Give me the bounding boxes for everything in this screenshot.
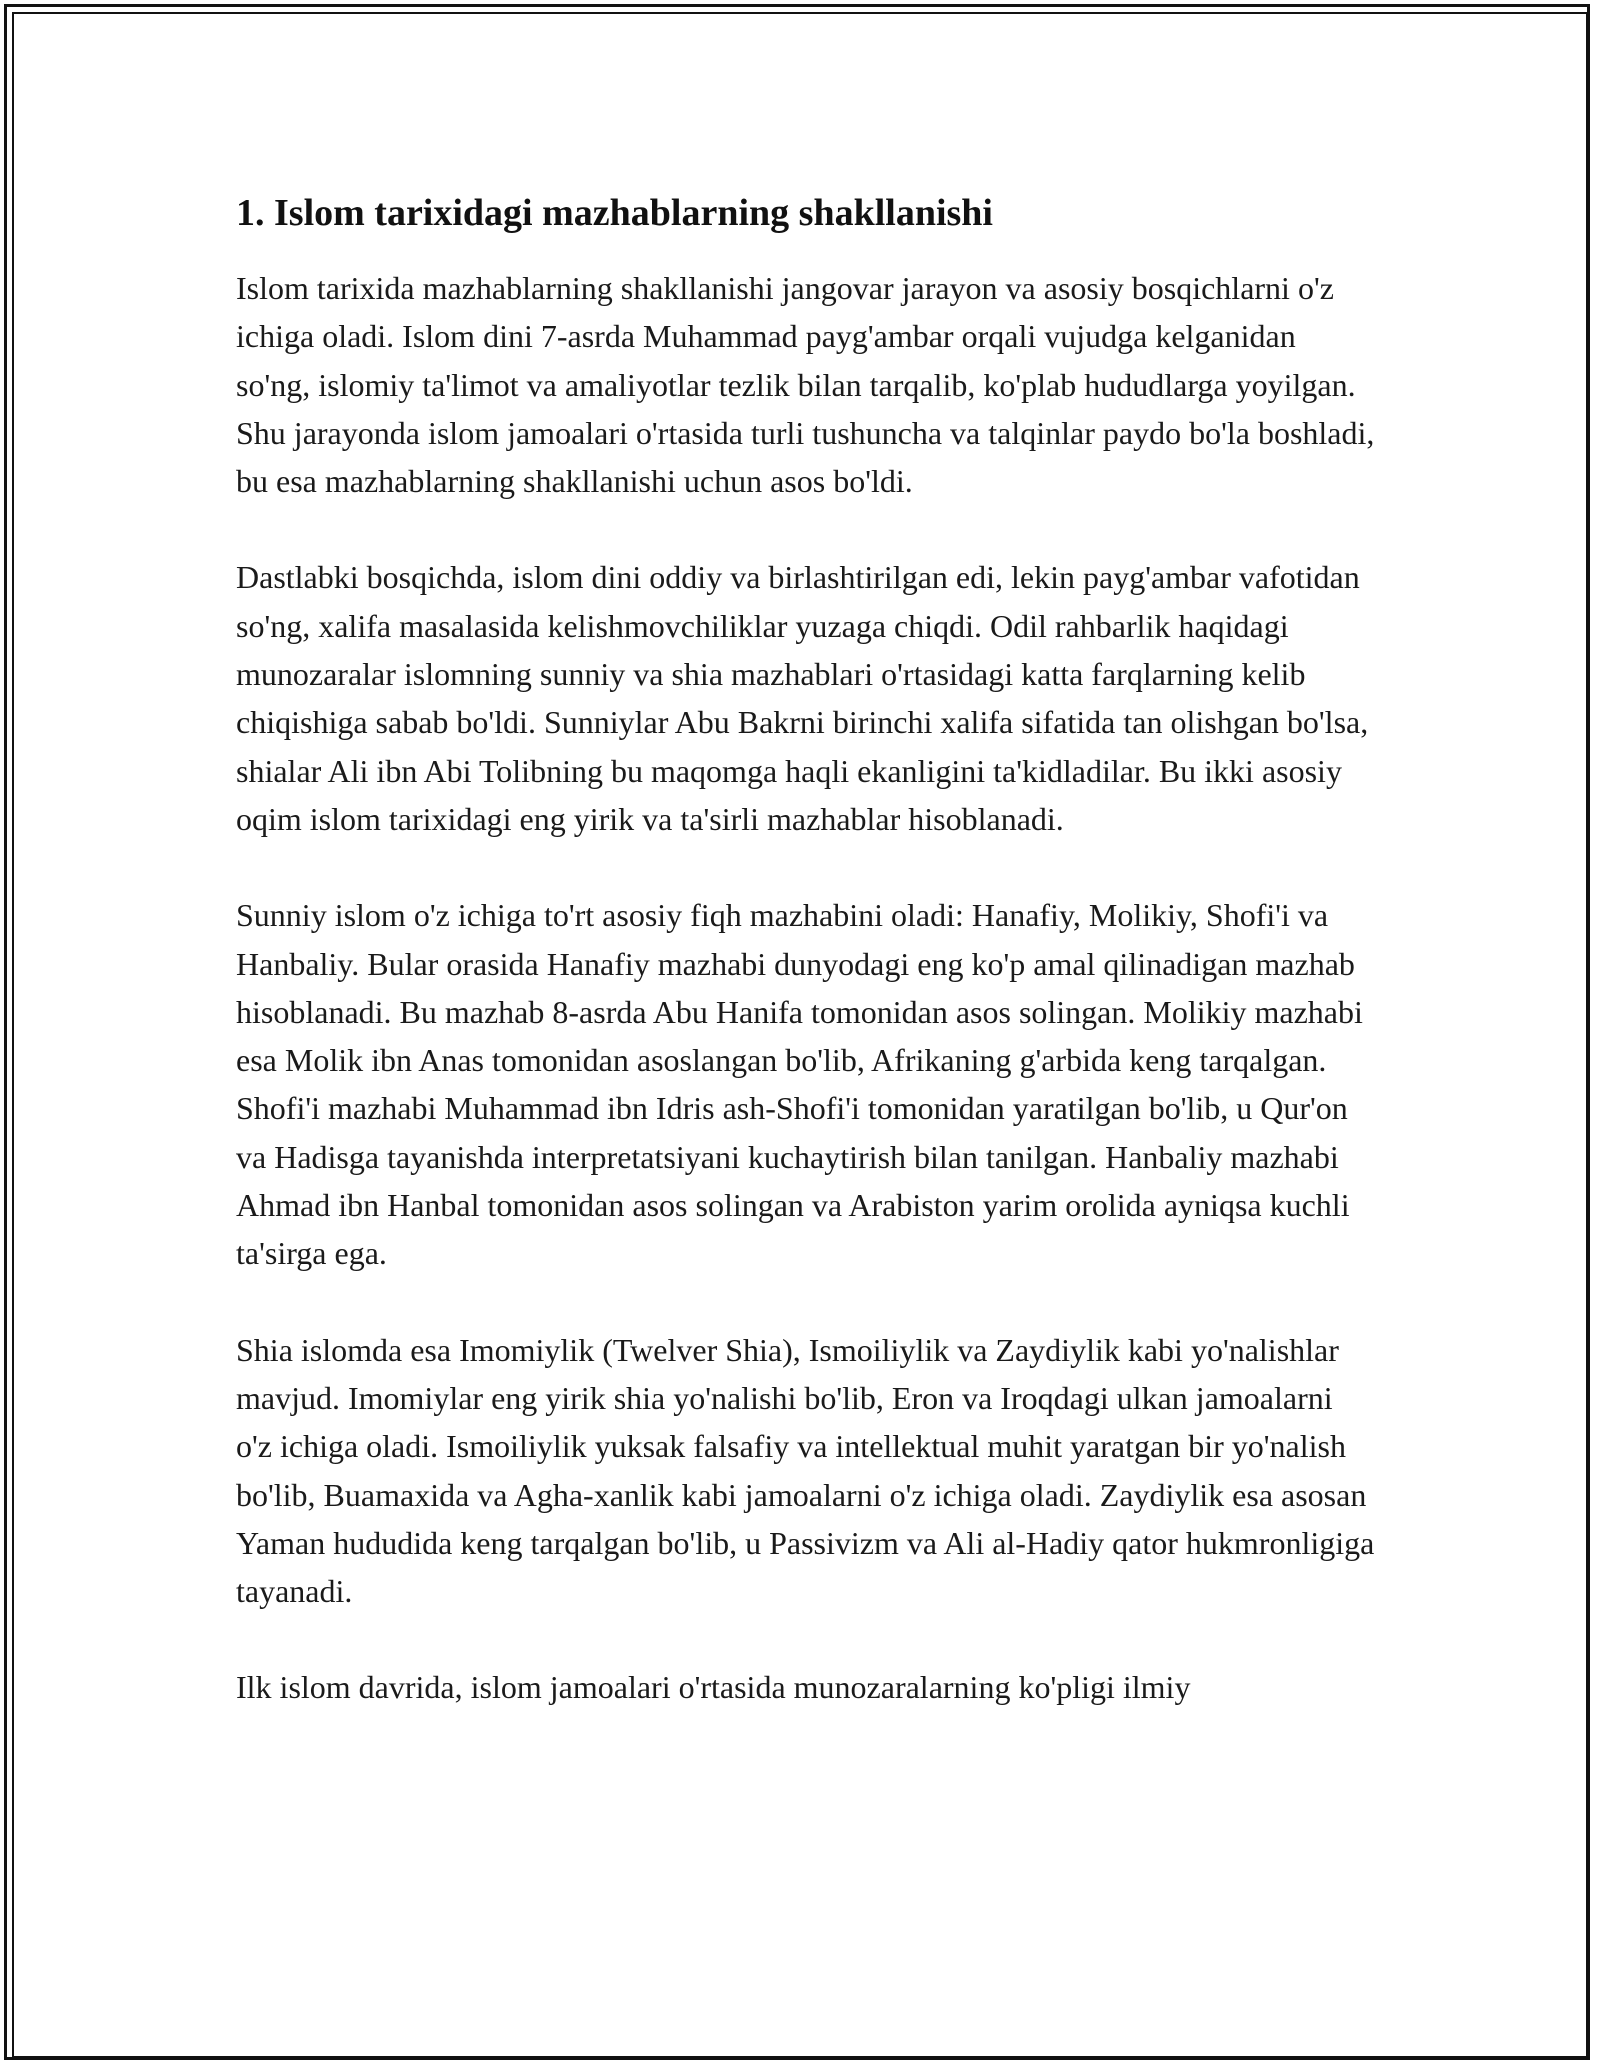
paragraph-3: Sunniy islom o'z ichiga to'rt asosiy fiqh mazhabini oladi: Hanafiy, Molikiy, Shofi'i va Hanbaliy. Bular orasida Hanafiy mazhabi dunyodagi eng ko'p amal qilinadigan mazhab hisoblanadi. Bu mazhab 8-asrda Abu Hanifa tomonidan asos solingan. Molikiy mazhabi esa Molik ibn Anas tomonidan asoslangan bo'lib, Afrikaning g'arbida keng tarqalgan. Shofi'i mazhabi Muhammad ibn Idris ash-Shofi'i tomonidan yaratilgan bo'lib, u Qur'on va Hadisga tayanishda interpretatsiyani kuchaytirish bilan tanilgan. Hanbaliy mazhabi Ahmad ibn Hanbal tomonidan asos solingan va Arabiston yarim orolida ayniqsa kuchli ta'sirga ega. [236,897,1363,1272]
paragraph-5: Ilk islom davrida, islom jamoalari o'rtasida munozaralarning ko'pligi ilmiy [236,1669,1191,1706]
paragraph-4: Shia islomda esa Imomiylik (Twelver Shia), Ismoiliylik va Zaydiylik kabi yo'nalishlar mavjud. Imomiylar eng yirik shia yo'nalishi bo'lib, Eron va Iroqdagi ulkan jamoalarni o'z ichiga oladi. Ismoiliylik yuksak falsafiy va intellektual muhit yaratgan bir yo'nalish bo'lib, Buamaxida va Agha-xanlik kabi jamoalarni o'z ichiga oladi. Zaydiylik esa asosan Yaman hududida keng tarqalgan bo'lib, u Passivizm va Ali al-Hadiy qator hukmronligiga tayanadi. [236,1331,1375,1610]
paragraph-2: Dastlabki bosqichda, islom dini oddiy va birlashtirilgan edi, lekin payg'ambar vafotidan so'ng, xalifa masalasida kelishmovchiliklar yuzaga chiqdi. Odil rahbarlik haqidagi munozaralar islomning sunniy va shia mazhablari o'rtasidagi katta farqlarning kelib chiqishiga sabab bo'ldi. Sunniylar Abu Bakrni birinchi xalifa sifatida tan olishgan bo'lsa, shialar Ali ibn Abi Tolibning bu maqomga haqli ekanligini ta'kidladilar. Bu ikki asosiy oqim islom tarixidagi eng yirik va ta'sirli mazhablar hisoblanadi. [236,559,1369,837]
document-body [236,188,1376,1760]
section-heading: 1. Islom tarixidagi mazhablarning shakllanishi [236,192,993,234]
paragraph-1: Islom tarixida mazhablarning shakllanishi jangovar jarayon va asosiy bosqichlarni o'z ichiga oladi. Islom dini 7-asrda Muhammad payg'ambar orqali vujudga kelganidan so'ng, islomiy ta'limot va amaliyotlar tezlik bilan tarqalib, ko'plab hududlarga yoyilgan. Shu jarayonda islom jamoalari o'rtasida turli tushuncha va talqinlar paydo bo'la boshladi, bu esa mazhablarning shakllanishi uchun asos bo'ldi. [236,270,1375,500]
